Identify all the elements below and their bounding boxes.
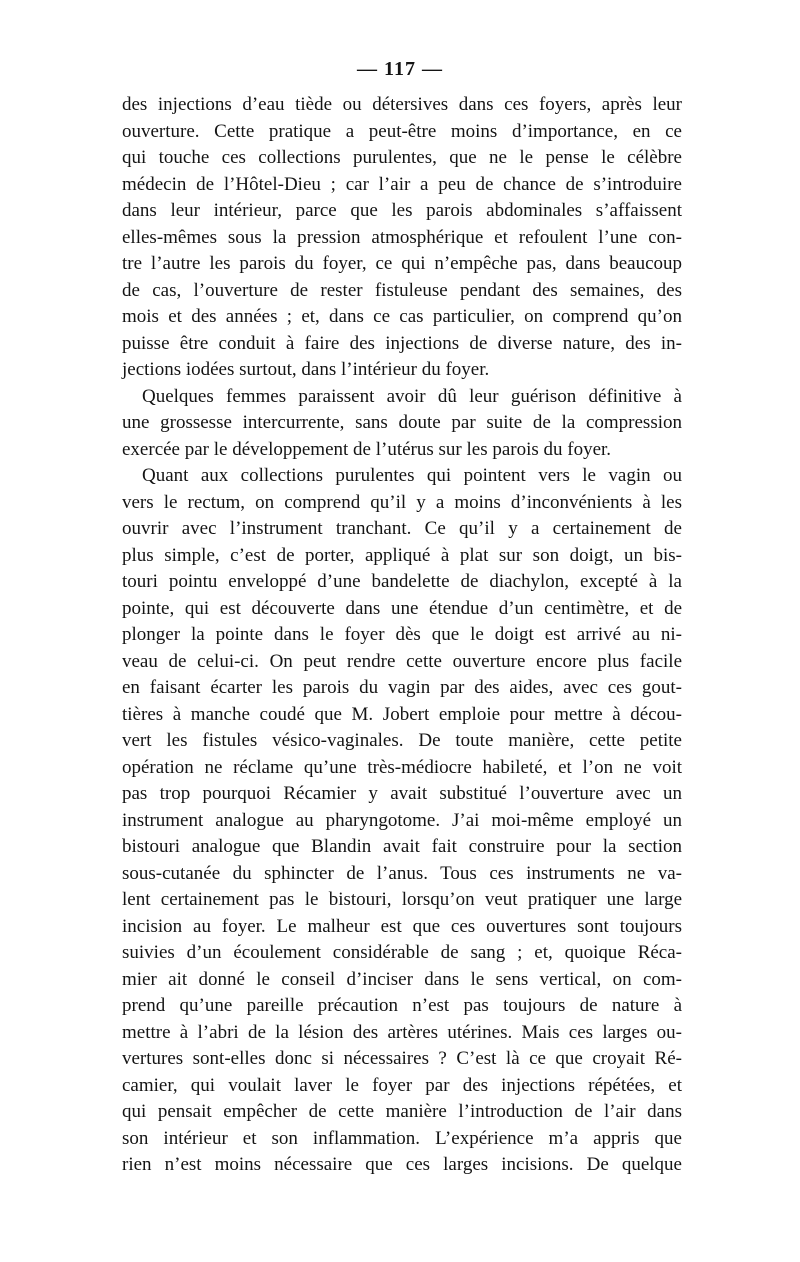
text-line: instrument analogue au pharyngotome. J’ai moi-même employé un xyxy=(122,809,682,831)
text-line: Quelques femmes paraissent avoir dû leur guérison définitive à xyxy=(142,385,682,407)
text-line: sous-cutanée du sphincter de l’anus. Tous ces instruments ne va- xyxy=(122,862,682,884)
text-line: qui touche ces collections purulentes, que ne le pense le célèbre xyxy=(122,147,682,168)
text-line: son intérieur et son inflammation. L’expérience m’a appris que xyxy=(122,1127,682,1149)
text-line: tières à manche coudé que M. Jobert emploie pour mettre à décou- xyxy=(122,703,682,725)
text-line: vertures sont-elles donc si nécessaires ? C’est là ce que croyait Ré- xyxy=(122,1048,682,1069)
text-line: vers le rectum, on comprend qu’il y a moins d’inconvénients à les xyxy=(122,491,682,513)
text-line: vert les fistules vésico-vaginales. De toute manière, cette petite xyxy=(122,730,682,751)
text-line: ouverture. Cette pratique a peut-être moins d’importance, en ce xyxy=(122,120,682,142)
text-line: lent certainement pas le bistouri, lorsqu’on veut pratiquer une large xyxy=(122,889,682,910)
text-line: touri pointu enveloppé d’une bandelette de diachylon, excepté à la xyxy=(122,571,682,592)
text-line: tre l’autre les parois du foyer, ce qui n’empêche pas, dans beaucoup xyxy=(122,253,682,274)
body-text xyxy=(122,92,682,1179)
text-line: exercée par le développement de l’utérus sur les parois du foyer. xyxy=(122,438,612,460)
text-line: camier, qui voulait laver le foyer par des injections répétées, et xyxy=(122,1074,682,1096)
text-line: elles-mêmes sous la pression atmosphérique et refoulent l’une con- xyxy=(122,226,682,248)
text-line: mier ait donné le conseil d’inciser dans le sens vertical, on com- xyxy=(122,968,682,990)
text-line: qui pensait empêcher de cette manière l’introduction de l’air dans xyxy=(122,1101,682,1122)
text-line: dans leur intérieur, parce que les parois abdominales s’affaissent xyxy=(122,200,682,221)
text-line: rien n’est moins nécessaire que ces larges incisions. De quelque xyxy=(122,1154,682,1175)
text-line: prend qu’une pareille précaution n’est pas toujours de nature à xyxy=(122,995,682,1016)
text-line: Quant aux collections purulentes qui pointent vers le vagin ou xyxy=(142,465,682,486)
text-line: pas trop pourquoi Récamier y avait substitué l’ouverture avec un xyxy=(122,783,682,804)
text-line: de cas, l’ouverture de rester fistuleuse pendant des semaines, des xyxy=(122,279,682,301)
text-line: médecin de l’Hôtel-Dieu ; car l’air a peu de chance de s’introduire xyxy=(122,173,682,195)
text-line: plus simple, c’est de porter, appliqué à plat sur son doigt, un bis- xyxy=(122,544,682,566)
text-line: opération ne réclame qu’une très-médiocre habileté, et l’on ne voit xyxy=(122,756,682,778)
text-line: jections iodées surtout, dans l’intérieur du foyer. xyxy=(122,359,490,380)
page-number: — 117 — xyxy=(357,58,443,80)
text-line: mois et des années ; et, dans ce cas particulier, on comprend qu’on xyxy=(122,306,682,327)
text-line: des injections d’eau tiède ou détersives dans ces foyers, après leur xyxy=(122,94,682,115)
text-line: mettre à l’abri de la lésion des artères utérines. Mais ces larges ou- xyxy=(122,1021,682,1043)
text-line: ouvrir avec l’instrument tranchant. Ce qu’il y a certainement de xyxy=(122,518,682,539)
text-line: en faisant écarter les parois du vagin par des aides, avec ces gout- xyxy=(122,677,682,698)
text-line: bistouri analogue que Blandin avait fait construire pour la section xyxy=(122,836,682,857)
text-line: incision au foyer. Le malheur est que ces ouvertures sont toujours xyxy=(122,915,682,937)
text-line: suivies d’un écoulement considérable de sang ; et, quoique Réca- xyxy=(122,942,682,963)
text-line: puisse être conduit à faire des injections de diverse nature, des in- xyxy=(122,332,682,354)
text-line: une grossesse intercurrente, sans doute par suite de la compression xyxy=(122,412,682,433)
text-line: veau de celui-ci. On peut rendre cette ouverture encore plus facile xyxy=(122,650,682,672)
text-line: plonger la pointe dans le foyer dès que le doigt est arrivé au ni- xyxy=(122,624,682,645)
text-line: pointe, qui est découverte dans une étendue d’un centimètre, et de xyxy=(122,597,682,619)
